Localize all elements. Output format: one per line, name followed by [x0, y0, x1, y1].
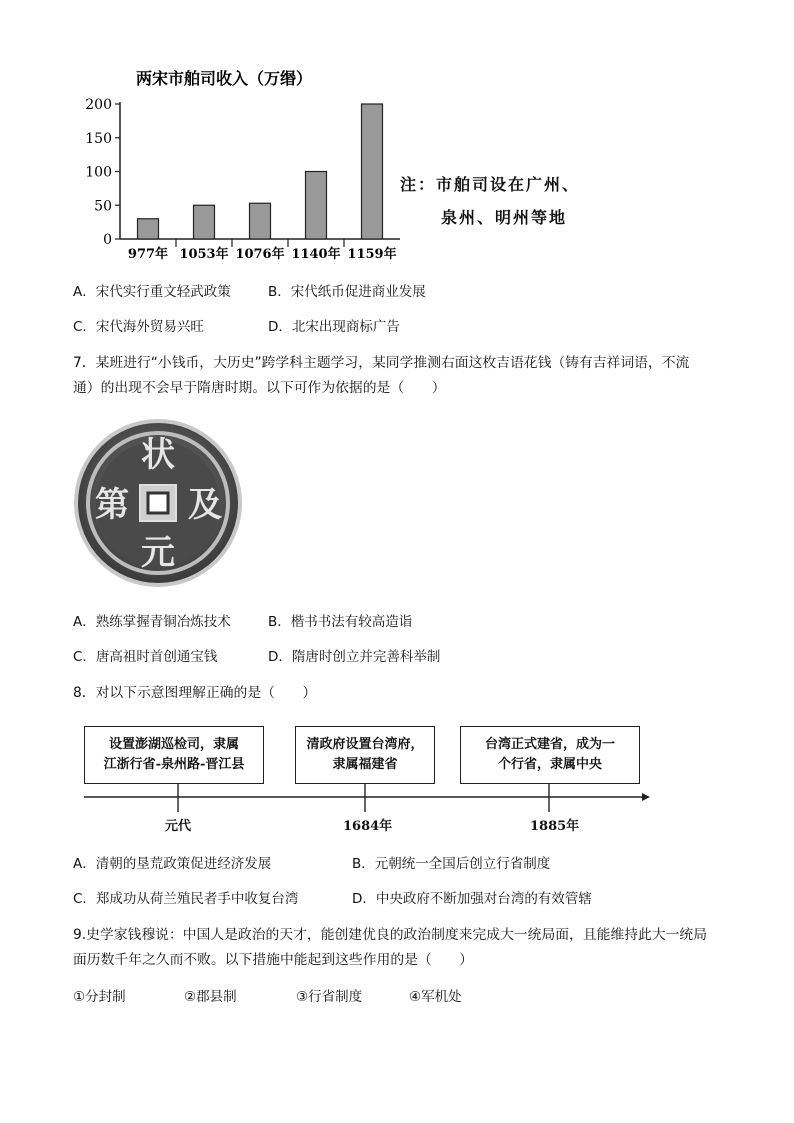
x-tick-label: 1140年: [291, 247, 341, 262]
timeline-box-yuan-line1: 设置澎湖巡检司，隶属: [108, 737, 239, 752]
q7-stem-line2: 通）的出现不会早于隋唐时期。以下可作为依据的是（ ）: [73, 380, 446, 396]
timeline-label-1885: 1885年: [530, 819, 580, 834]
x-tick-label: 1076年: [235, 247, 285, 262]
q7-option-b[interactable]: B．楷书书法有较高造诣: [268, 614, 413, 630]
timeline-label-yuan: 元代: [165, 819, 192, 834]
y-tick-label: 200: [85, 97, 112, 113]
q6-option-d[interactable]: D．北宋出现商标广告: [268, 319, 400, 335]
q8-option-b[interactable]: B．元朝统一全国后创立行省制度: [352, 856, 551, 872]
x-tick-label: 1053年: [179, 247, 229, 262]
bar: [362, 104, 383, 239]
chart-title: 两宋市舶司收入（万缗）: [136, 69, 313, 88]
y-tick-label: 100: [85, 164, 112, 181]
q6-option-c[interactable]: C．宋代海外贸易兴旺: [73, 319, 204, 335]
y-tick-label: 150: [85, 130, 112, 147]
timeline-box-yuan: [84, 726, 264, 784]
q8-stem: 8．对以下示意图理解正确的是（ ）: [73, 685, 317, 701]
timeline-box-yuan-line2: 江浙行省-泉州路-晋江县: [103, 757, 245, 772]
q6-option-b[interactable]: B．宋代纸币促进商业发展: [268, 284, 426, 300]
timeline-box-1684-line1: 清政府设置台湾府，: [306, 737, 424, 752]
coin-char-top: 状: [141, 435, 175, 475]
y-tick-label: 50: [94, 198, 112, 215]
bar: [194, 205, 215, 239]
q8-option-c[interactable]: C．郑成功从荷兰殖民者手中收复台湾: [73, 891, 299, 907]
q9-stem-line1: 9.史学家钱穆说：中国人是政治的天才，能创建优良的政治制度来完成大一统局面，且能维持此大一统局: [73, 927, 708, 943]
coin-char-right: 及: [188, 485, 222, 525]
bar: [250, 203, 271, 239]
q7-option-d[interactable]: D．隋唐时创立并完善科举制: [268, 649, 441, 665]
q7-stem-line1: 7．某班进行“小钱币，大历史”跨学科主题学习，某同学推测右面这枚吉语花钱（铸有吉祥词语，不流: [73, 355, 690, 371]
bar: [306, 172, 327, 240]
q9-item-1: ①分封制: [73, 989, 126, 1005]
bar: [138, 219, 159, 239]
chart-note-line1: 注：市舶司设在广州、: [400, 175, 581, 194]
coin-char-bottom: 元: [141, 533, 175, 573]
q6-option-a[interactable]: A．宋代实行重文轻武政策: [73, 284, 231, 300]
timeline-box-1885: [460, 726, 640, 784]
timeline-box-1885-line2: 个行省，隶属中央: [497, 757, 602, 772]
coin-char-left: 第: [95, 485, 129, 525]
coin-image: [72, 418, 244, 588]
revenue-bar-chart: [78, 62, 408, 274]
q9-item-2: ②郡县制: [184, 989, 237, 1005]
chart-note: [400, 172, 580, 228]
timeline-label-1684: 1684年: [343, 819, 393, 834]
timeline-box-1684-line2: 隶属福建省: [332, 757, 398, 772]
q8-option-d[interactable]: D．中央政府不断加强对台湾的有效管辖: [352, 891, 592, 907]
y-tick-label: 0: [103, 232, 112, 248]
q9-item-3: ③行省制度: [296, 989, 363, 1005]
q8-option-a[interactable]: A．清朝的垦荒政策促进经济发展: [73, 856, 272, 872]
x-tick-label: 977年: [127, 247, 169, 262]
q9-item-4: ④军机处: [409, 989, 462, 1005]
q7-option-c[interactable]: C．唐高祖时首创通宝钱: [73, 649, 218, 665]
timeline-box-1885-line1: 台湾正式建省，成为一: [484, 737, 615, 752]
x-tick-label: 1159年: [347, 247, 397, 262]
q9-stem-line2: 面历数千年之久而不败。以下措施中能起到这些作用的是（ ）: [73, 952, 474, 968]
q7-option-a[interactable]: A．熟练掌握青铜冶炼技术: [73, 614, 231, 630]
timeline-box-1684: [295, 726, 435, 784]
chart-note-line2: 泉州、明州等地: [441, 208, 568, 227]
